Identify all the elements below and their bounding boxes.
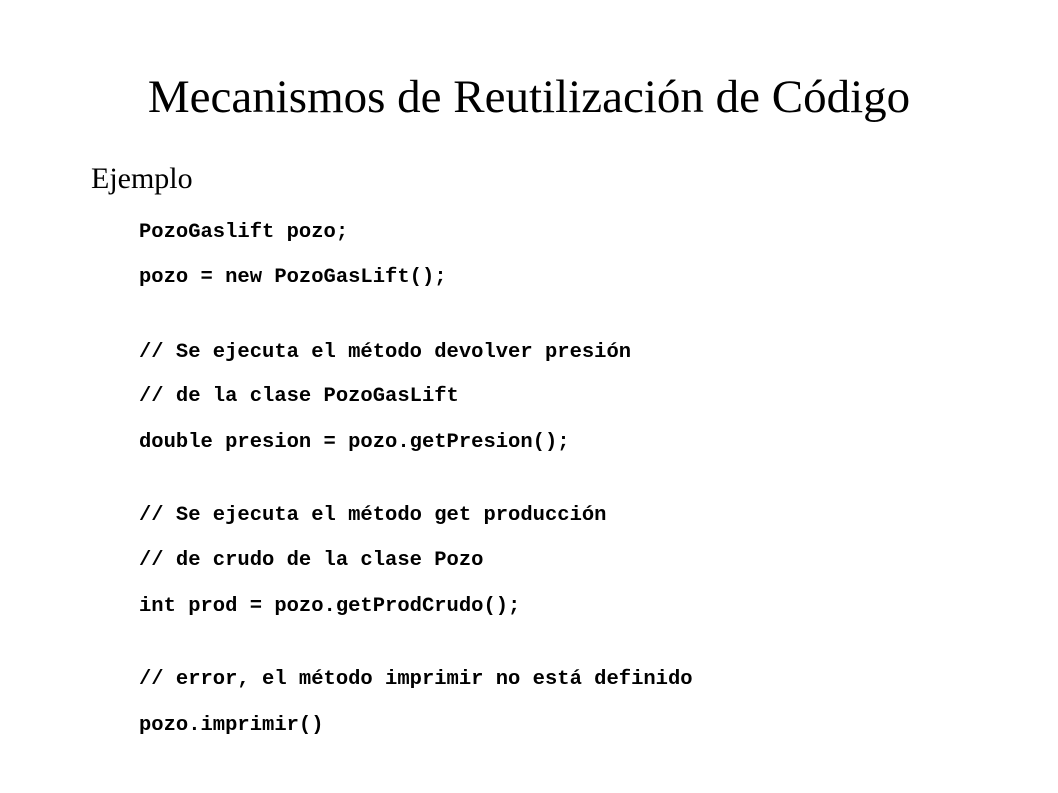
code-comment-line: // error, el método imprimir no está definido <box>139 668 693 691</box>
code-comment-line: // Se ejecuta el método devolver presión <box>139 341 632 364</box>
code-comment-line: // de crudo de la clase Pozo <box>139 549 484 572</box>
code-comment-line: // de la clase PozoGasLift <box>139 385 459 408</box>
code-line: int prod = pozo.getProdCrudo(); <box>139 595 521 618</box>
code-line: pozo.imprimir() <box>139 714 324 737</box>
code-line: double presion = pozo.getPresion(); <box>139 431 570 454</box>
example-heading: Ejemplo <box>91 162 193 195</box>
code-line: pozo = new PozoGasLift(); <box>139 266 447 289</box>
code-comment-line: // Se ejecuta el método get producción <box>139 504 607 527</box>
code-line: PozoGaslift pozo; <box>139 221 349 244</box>
slide-title: Mecanismos de Reutilización de Código <box>147 71 911 123</box>
